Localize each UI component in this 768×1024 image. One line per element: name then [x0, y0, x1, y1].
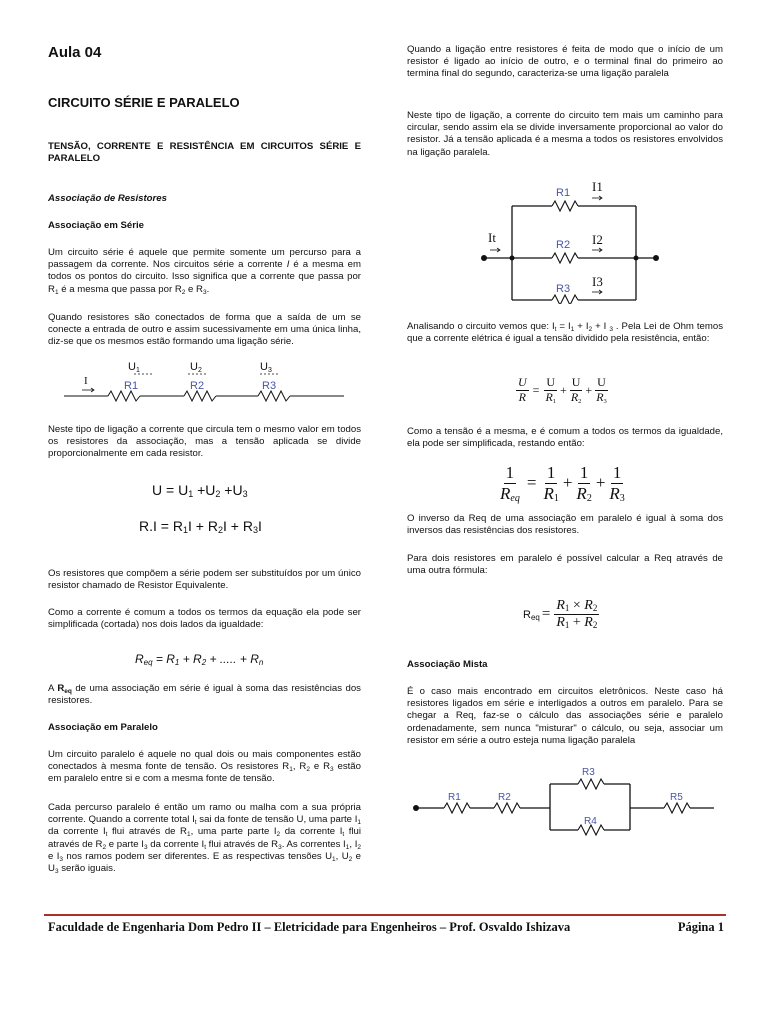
right-paragraph-5: O inverso da Req de uma associação em paralelo é igual à soma dos inversos das resistências dos resistores.: [407, 513, 723, 537]
equation-req-serie: $R_{eq} = R_1 + R_2$ + ..... + $R_n$: [135, 652, 264, 667]
mixed-label-r3: R3: [582, 767, 595, 778]
serie-paragraph-2: Quando resistores são conectados de forma que a saída de um se conecte a entrada de outro e assim sucessivamente em uma única linha, diz-se que os mesmos estão formando uma ligação série.: [48, 312, 361, 348]
right-paragraph-2: Neste tipo de ligação, a corrente do circuito tem mais um caminho para circular, sendo assim ela se divide inversamente proporcional ao valor do resistor. Já a tensão aplicada é a mesma a todos os resistores envolvidos na ligação paralela.: [407, 110, 723, 158]
equation-two-resistors: $R_{eq}$ = $\frac{R_1 \times R_2}{R_1 + R_2}$: [523, 598, 598, 631]
series-circuit-diagram: [64, 358, 344, 410]
equation-ohm-parallel: $\frac{U}{R}$ = $\frac{U}{R_1}$ + $\frac{U}{R_2}$ + $\frac{U}{R_3}$: [518, 375, 607, 405]
assoc-title: Associação de Resistores: [48, 193, 167, 204]
parallel-label-it: It: [488, 230, 496, 245]
serie-paragraph-6: A $R_{eq}$ de uma associação em série é igual à soma das resistências dos resistores.: [48, 683, 361, 707]
equation-ri-sum: $R.I = R_1I + R_2I + R_3I$: [139, 518, 262, 535]
paralelo-paragraph-1: Um circuito paralelo é aquele no qual dois ou mais componentes estão conectados à mesma fonte de tensão. Os resistores $R_1$, $R_2$ e $R_3$ estão em paralelo entre si e com a mesma fonte de tensão.: [48, 749, 361, 785]
right-paragraph-3: Analisando o circuito vemos que: $I_t = I_1 + I_2 + I$ $_3$ . Pela Lei de Ohm temos que a corrente elétrica é igual a tensão dividido pela resistência, então:: [407, 321, 724, 345]
footer-divider: [44, 914, 726, 916]
page-footer: [48, 920, 724, 935]
equation-inverse-req: 1 $R_{eq}$ = $\frac{1}{R_1}$ + $\frac{1}{R_2}$ + $\frac{1}{R_3}$: [500, 463, 625, 504]
serie-paragraph-5: Como a corrente é comum a todos os termos da equação ela pode ser simplificada (cortada) nos dois lados da igualdade:: [48, 607, 361, 631]
serie-paragraph-4: Os resistores que compõem a série podem ser substituídos por um único resistor chamado de Resistor Equivalente.: [48, 568, 361, 592]
equation-voltage-sum: $U = U_1 +U_2 +U_3$: [152, 482, 248, 499]
section-subtitle: TENSÃO, CORRENTE E RESISTÊNCIA EM CIRCUITOS SÉRIE E PARALELO: [48, 141, 361, 165]
mixed-circuit-diagram: [410, 764, 720, 846]
series-label-r1: R1: [124, 380, 139, 392]
serie-title: Associação em Série: [48, 220, 144, 231]
parallel-label-r1: R1: [556, 187, 571, 199]
mixed-label-r1: R1: [448, 792, 461, 803]
page-title: CIRCUITO SÉRIE E PARALELO: [48, 95, 240, 110]
parallel-label-i2: I2: [592, 232, 603, 247]
series-label-r2: R2: [190, 380, 205, 392]
series-label-i: I: [84, 375, 88, 387]
parallel-label-r2: R2: [556, 239, 571, 251]
right-paragraph-6: Para dois resistores em paralelo é possível calcular a Req através de uma outra fórmula:: [407, 553, 723, 577]
parallel-label-r3: R3: [556, 283, 571, 295]
footer-page-number: Página 1: [677, 920, 724, 934]
series-label-u2: U2: [190, 361, 202, 374]
parallel-circuit-diagram: [478, 176, 668, 304]
footer-course: Faculdade de Engenharia Dom Pedro II – Eletricidade para Engenheiros – Prof. Osvaldo Ishizava: [48, 920, 571, 934]
serie-paragraph-3: Neste tipo de ligação a corrente que circula tem o mesmo valor em todos os resistores da associação, mas a tensão aplicada se divide proporcionalmente em cada resistor.: [48, 424, 361, 460]
parallel-label-i3: I3: [592, 274, 603, 289]
right-paragraph-1: Quando a ligação entre resistores é feita de modo que o início de um resistor é ligado ao início de outro, e o terminal final do primeiro ao termina final do segundo, caracteriza-se uma ligação paralela: [407, 44, 723, 80]
parallel-label-i1: I1: [592, 179, 603, 194]
mixed-label-r4: R4: [584, 816, 597, 827]
mixed-label-r5: R5: [670, 792, 683, 803]
paralelo-paragraph-2: Cada percurso paralelo é então um ramo ou malha com a sua própria corrente. Quando a corrente total $I_t$ sai da fonte de tensão U, uma parte $I_1$ da corrente $I_t$ flui através de $R_1$, uma parte parte $I_2$ da corrente $I_t$ flui através de $R_2$ e parte $I_3$ da corrente $I_t$ flui através de $R_3$. As correntes $I_1$, $I_2$ e $I_3$ nos ramos podem ser diferentes. E as respectivas tensões $U_1$, $U_2$ e $U_3$ serão iguais.: [48, 802, 362, 876]
right-paragraph-4: Como a tensão é a mesma, e é comum a todos os termos da igualdade, ela pode ser simplificada, restando então:: [407, 426, 723, 450]
lesson-number: Aula 04: [48, 44, 102, 61]
serie-paragraph-1: Um circuito série é aquele que permite somente um percurso para a passagem da corrente. Nos circuitos série a corrente I é a mesma em todos os pontos do circuito. Isso significa que a corrente que passa por $R_1$ é a mesma que passa por $R_2$ e $R_3$.: [48, 247, 361, 296]
mista-title: Associação Mista: [407, 659, 488, 670]
mixed-label-r2: R2: [498, 792, 511, 803]
series-label-r3: R3: [262, 380, 277, 392]
paralelo-title: Associação em Paralelo: [48, 722, 158, 733]
series-label-u1: U1: [128, 361, 140, 374]
mista-paragraph: É o caso mais encontrado em circuitos eletrônicos. Neste caso há resistores ligados em série e interligados a outros em paralelo. Para se chegar a Req, faz-se o cálculo das associações série e paralelo ordenadamente, sem nunca "misturar" o cálculo, ou seja, associar um resistor em série a outro esteja numa ligação paralela: [407, 686, 723, 746]
series-label-u3: U3: [260, 361, 272, 374]
